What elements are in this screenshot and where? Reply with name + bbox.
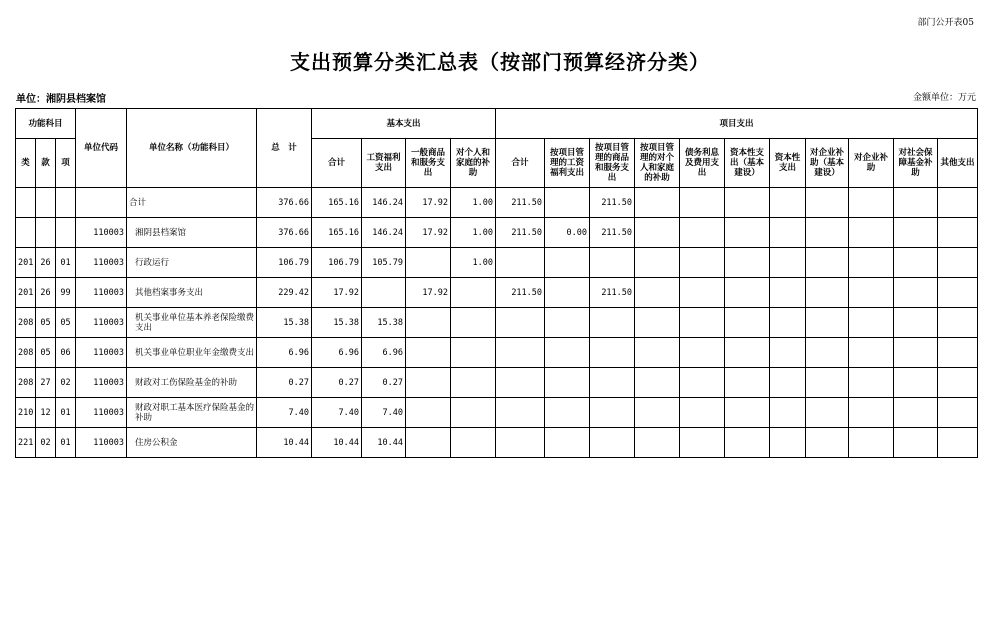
unit-name-cell: 合计 <box>127 188 257 218</box>
basic-wage-cell: 146.24 <box>362 218 406 248</box>
kuan-header: 款 <box>36 139 56 188</box>
basic-personal-cell: 1.00 <box>451 188 496 218</box>
project-wage-cell <box>545 248 590 278</box>
project-goods-cell <box>590 338 635 368</box>
empty-cell <box>725 308 770 338</box>
basic-wage-cell <box>362 278 406 308</box>
empty-cell <box>770 188 806 218</box>
empty-cell <box>894 338 938 368</box>
project-goods-cell <box>590 398 635 428</box>
empty-cell <box>894 428 938 458</box>
money-unit-label: 金额单位：万元 <box>912 93 976 103</box>
empty-cell <box>770 428 806 458</box>
empty-cell <box>894 398 938 428</box>
lei-cell: 221 <box>16 428 36 458</box>
lei-cell: 208 <box>16 368 36 398</box>
unit-name-cell: 行政运行 <box>127 248 257 278</box>
basic-total-cell: 10.44 <box>312 428 362 458</box>
unit-code-cell: 110003 <box>76 218 127 248</box>
unit-name-header: 单位名称（功能科目） <box>127 109 257 188</box>
capital-infra-header: 资本性支出（基本建设） <box>725 139 770 188</box>
unit-name-cell: 住房公积金 <box>127 428 257 458</box>
project-total-cell <box>496 368 545 398</box>
empty-cell <box>806 218 849 248</box>
budget-table <box>15 108 978 458</box>
basic-goods-cell <box>406 428 451 458</box>
empty-cell <box>894 248 938 278</box>
empty-cell <box>938 428 978 458</box>
project-wage-cell <box>545 398 590 428</box>
empty-cell <box>806 248 849 278</box>
func-subject-header: 功能科目 <box>16 109 76 139</box>
empty-cell <box>849 218 894 248</box>
basic-goods-cell <box>406 398 451 428</box>
empty-cell <box>680 188 725 218</box>
total-cell: 15.38 <box>257 308 312 338</box>
table-row <box>16 428 978 458</box>
table-number-label: 部门公开表05 <box>917 18 974 28</box>
xiang-cell <box>56 188 76 218</box>
basic-wage-header: 工资福利支出 <box>362 139 406 188</box>
empty-cell <box>680 398 725 428</box>
xiang-cell: 06 <box>56 338 76 368</box>
project-goods-cell <box>590 428 635 458</box>
empty-cell <box>635 278 680 308</box>
table-row <box>16 308 978 338</box>
table-row <box>16 218 978 248</box>
basic-total-cell: 6.96 <box>312 338 362 368</box>
project-total-header: 合计 <box>496 139 545 188</box>
basic-goods-cell <box>406 368 451 398</box>
total-cell: 6.96 <box>257 338 312 368</box>
kuan-cell: 12 <box>36 398 56 428</box>
unit-label: 单位：湘阴县档案馆 <box>16 94 106 105</box>
basic-wage-cell: 146.24 <box>362 188 406 218</box>
empty-cell <box>894 308 938 338</box>
basic-personal-cell <box>451 398 496 428</box>
lei-cell: 210 <box>16 398 36 428</box>
basic-total-cell: 165.16 <box>312 188 362 218</box>
empty-cell <box>806 188 849 218</box>
basic-personal-header: 对个人和家庭的补助 <box>451 139 496 188</box>
project-personal-header: 按项目管理的对个人和家庭的补助 <box>635 139 680 188</box>
project-wage-cell: 0.00 <box>545 218 590 248</box>
basic-total-cell: 165.16 <box>312 218 362 248</box>
empty-cell <box>806 428 849 458</box>
empty-cell <box>938 188 978 218</box>
project-goods-cell <box>590 248 635 278</box>
xiang-cell: 01 <box>56 398 76 428</box>
basic-goods-cell: 17.92 <box>406 218 451 248</box>
table-row <box>16 188 978 218</box>
empty-cell <box>725 278 770 308</box>
basic-goods-cell <box>406 248 451 278</box>
empty-cell <box>894 188 938 218</box>
empty-cell <box>635 188 680 218</box>
kuan-cell: 26 <box>36 278 56 308</box>
empty-cell <box>770 338 806 368</box>
unit-code-cell <box>76 188 127 218</box>
basic-wage-cell: 0.27 <box>362 368 406 398</box>
empty-cell <box>894 278 938 308</box>
empty-cell <box>635 248 680 278</box>
kuan-cell: 05 <box>36 338 56 368</box>
lei-cell: 208 <box>16 308 36 338</box>
empty-cell <box>938 218 978 248</box>
lei-cell <box>16 218 36 248</box>
empty-cell <box>725 248 770 278</box>
project-goods-cell <box>590 368 635 398</box>
total-cell: 376.66 <box>257 188 312 218</box>
lei-cell: 201 <box>16 278 36 308</box>
project-goods-cell: 211.50 <box>590 188 635 218</box>
empty-cell <box>770 278 806 308</box>
total-cell: 376.66 <box>257 218 312 248</box>
empty-cell <box>635 338 680 368</box>
total-cell: 229.42 <box>257 278 312 308</box>
xiang-cell: 01 <box>56 428 76 458</box>
basic-personal-cell <box>451 278 496 308</box>
empty-cell <box>680 368 725 398</box>
empty-cell <box>635 218 680 248</box>
basic-total-header: 合计 <box>312 139 362 188</box>
empty-cell <box>725 428 770 458</box>
empty-cell <box>849 308 894 338</box>
other-expense-header: 其他支出 <box>938 139 978 188</box>
empty-cell <box>849 368 894 398</box>
empty-cell <box>770 308 806 338</box>
empty-cell <box>849 278 894 308</box>
xiang-cell <box>56 218 76 248</box>
empty-cell <box>849 398 894 428</box>
basic-total-cell: 15.38 <box>312 308 362 338</box>
basic-total-cell: 0.27 <box>312 368 362 398</box>
unit-name-cell: 湘阴县档案馆 <box>127 218 257 248</box>
project-total-cell <box>496 338 545 368</box>
basic-personal-cell <box>451 308 496 338</box>
basic-wage-cell: 15.38 <box>362 308 406 338</box>
unit-code-cell: 110003 <box>76 368 127 398</box>
empty-cell <box>635 308 680 338</box>
xiang-cell: 05 <box>56 308 76 338</box>
header-row-1 <box>16 109 978 139</box>
kuan-cell <box>36 188 56 218</box>
empty-cell <box>849 338 894 368</box>
table-row <box>16 278 978 308</box>
empty-cell <box>938 398 978 428</box>
kuan-cell: 05 <box>36 308 56 338</box>
basic-personal-cell: 1.00 <box>451 248 496 278</box>
basic-goods-cell <box>406 308 451 338</box>
social-security-header: 对社会保障基金补助 <box>894 139 938 188</box>
debt-interest-header: 债务利息及费用支出 <box>680 139 725 188</box>
unit-name-cell: 机关事业单位职业年金缴费支出 <box>127 338 257 368</box>
basic-wage-cell: 10.44 <box>362 428 406 458</box>
capital-header: 资本性支出 <box>770 139 806 188</box>
project-total-cell <box>496 398 545 428</box>
lei-cell: 201 <box>16 248 36 278</box>
empty-cell <box>680 338 725 368</box>
empty-cell <box>770 368 806 398</box>
empty-cell <box>849 248 894 278</box>
kuan-cell: 27 <box>36 368 56 398</box>
empty-cell <box>806 308 849 338</box>
project-goods-cell <box>590 308 635 338</box>
empty-cell <box>938 248 978 278</box>
lei-cell: 208 <box>16 338 36 368</box>
unit-name-cell: 财政对职工基本医疗保险基金的补助 <box>127 398 257 428</box>
project-goods-cell: 211.50 <box>590 278 635 308</box>
empty-cell <box>635 428 680 458</box>
table-row <box>16 368 978 398</box>
empty-cell <box>938 308 978 338</box>
empty-cell <box>680 248 725 278</box>
unit-code-cell: 110003 <box>76 338 127 368</box>
basic-goods-cell: 17.92 <box>406 278 451 308</box>
xiang-cell: 01 <box>56 248 76 278</box>
unit-name-cell: 其他档案事务支出 <box>127 278 257 308</box>
project-wage-cell <box>545 428 590 458</box>
empty-cell <box>894 368 938 398</box>
basic-personal-cell <box>451 428 496 458</box>
basic-wage-cell: 6.96 <box>362 338 406 368</box>
empty-cell <box>849 428 894 458</box>
kuan-cell <box>36 218 56 248</box>
basic-personal-cell: 1.00 <box>451 218 496 248</box>
total-cell: 106.79 <box>257 248 312 278</box>
kuan-cell: 26 <box>36 248 56 278</box>
project-total-cell: 211.50 <box>496 278 545 308</box>
unit-name-cell: 财政对工伤保险基金的补助 <box>127 368 257 398</box>
project-wage-cell <box>545 338 590 368</box>
project-wage-cell <box>545 308 590 338</box>
project-wage-header: 按项目管理的工资福利支出 <box>545 139 590 188</box>
kuan-cell: 02 <box>36 428 56 458</box>
xiang-cell: 02 <box>56 368 76 398</box>
project-wage-cell <box>545 188 590 218</box>
empty-cell <box>770 398 806 428</box>
empty-cell <box>806 398 849 428</box>
empty-cell <box>938 278 978 308</box>
empty-cell <box>635 398 680 428</box>
basic-goods-cell <box>406 338 451 368</box>
project-goods-header: 按项目管理的商品和服务支出 <box>590 139 635 188</box>
empty-cell <box>680 428 725 458</box>
empty-cell <box>806 278 849 308</box>
empty-cell <box>938 338 978 368</box>
basic-total-cell: 106.79 <box>312 248 362 278</box>
unit-code-cell: 110003 <box>76 308 127 338</box>
empty-cell <box>635 368 680 398</box>
empty-cell <box>680 308 725 338</box>
lei-cell <box>16 188 36 218</box>
unit-code-cell: 110003 <box>76 248 127 278</box>
basic-total-cell: 17.92 <box>312 278 362 308</box>
empty-cell <box>725 218 770 248</box>
table-row <box>16 398 978 428</box>
basic-personal-cell <box>451 338 496 368</box>
total-header: 总 计 <box>257 109 312 188</box>
project-wage-cell <box>545 278 590 308</box>
empty-cell <box>806 368 849 398</box>
empty-cell <box>894 218 938 248</box>
basic-total-cell: 7.40 <box>312 398 362 428</box>
basic-wage-cell: 7.40 <box>362 398 406 428</box>
unit-code-cell: 110003 <box>76 278 127 308</box>
project-goods-cell: 211.50 <box>590 218 635 248</box>
xiang-header: 项 <box>56 139 76 188</box>
unit-code-cell: 110003 <box>76 428 127 458</box>
project-wage-cell <box>545 368 590 398</box>
project-total-cell <box>496 308 545 338</box>
project-expense-header: 项目支出 <box>496 109 978 139</box>
unit-code-cell: 110003 <box>76 398 127 428</box>
basic-goods-cell: 17.92 <box>406 188 451 218</box>
page-title: 支出预算分类汇总表（按部门预算经济分类） <box>290 50 710 74</box>
xiang-cell: 99 <box>56 278 76 308</box>
project-total-cell: 211.50 <box>496 188 545 218</box>
enterprise-subsidy-header: 对企业补助 <box>849 139 894 188</box>
enterprise-infra-header: 对企业补助（基本建设） <box>806 139 849 188</box>
empty-cell <box>680 278 725 308</box>
table-row <box>16 248 978 278</box>
unit-code-header: 单位代码 <box>76 109 127 188</box>
basic-wage-cell: 105.79 <box>362 248 406 278</box>
empty-cell <box>938 368 978 398</box>
basic-goods-header: 一般商品和服务支出 <box>406 139 451 188</box>
total-cell: 7.40 <box>257 398 312 428</box>
unit-name-cell: 机关事业单位基本养老保险缴费支出 <box>127 308 257 338</box>
empty-cell <box>725 188 770 218</box>
total-cell: 0.27 <box>257 368 312 398</box>
empty-cell <box>680 218 725 248</box>
empty-cell <box>725 398 770 428</box>
table-row <box>16 338 978 368</box>
total-cell: 10.44 <box>257 428 312 458</box>
project-total-cell <box>496 248 545 278</box>
empty-cell <box>806 338 849 368</box>
project-total-cell: 211.50 <box>496 218 545 248</box>
project-total-cell <box>496 428 545 458</box>
lei-header: 类 <box>16 139 36 188</box>
basic-personal-cell <box>451 368 496 398</box>
empty-cell <box>725 368 770 398</box>
empty-cell <box>849 188 894 218</box>
empty-cell <box>725 338 770 368</box>
basic-expense-header: 基本支出 <box>312 109 496 139</box>
empty-cell <box>770 248 806 278</box>
empty-cell <box>770 218 806 248</box>
